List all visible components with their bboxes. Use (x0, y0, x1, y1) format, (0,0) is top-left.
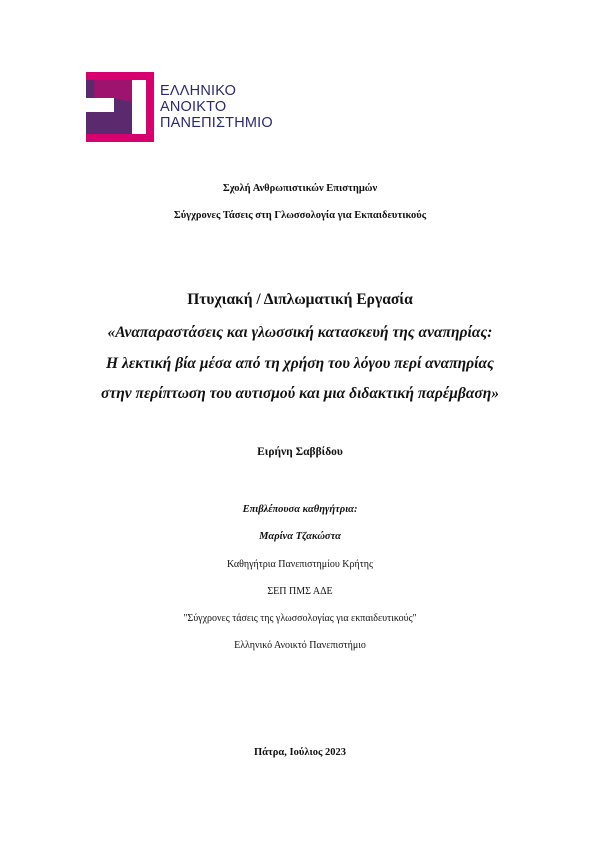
thesis-title-line-2: Η λεκτική βία μέσα από τη χρήση του λόγου περί αναπηρίας (106, 355, 494, 372)
place-date: Πάτρα, Ιούλιος 2023 (253, 747, 347, 758)
logo-line-3: ΠΑΝΕΠΙΣΤΗΜΙΟ (160, 115, 273, 131)
university-logo (86, 72, 286, 142)
course-name: "Σύγχρονες τάσεις της γλωσσολογίας για εκπαιδευτικούς" (183, 613, 417, 624)
logo-emblem-icon (86, 72, 154, 142)
logo-line-1: ΕΛΛΗΝΙΚΟ (160, 83, 237, 99)
university-name: Ελληνικό Ανοικτό Πανεπιστήμιο (234, 640, 366, 651)
logo-line-2: ΑΝΟΙΚΤΟ (160, 99, 227, 115)
supervisor-name: Μαρίνα Τζακώστα (259, 531, 341, 542)
thesis-type: Πτυχιακή / Διπλωματική Εργασία (187, 291, 413, 308)
program-name: Σύγχρονες Τάσεις στη Γλωσσολογία για Εκπαιδευτικούς (173, 210, 427, 221)
thesis-title-line-3: στην περίπτωση του αυτισμού και μια διδακτική παρέμβαση» (100, 385, 500, 402)
thesis-title-line-1: «Αναπαραστάσεις και γλωσσική κατασκευή της αναπηρίας: (107, 324, 493, 341)
supervisor-label: Επιβλέπουσα καθηγήτρια: (242, 504, 358, 515)
author-name: Ειρήνη Σαββίδου (257, 446, 343, 458)
school-name: Σχολή Ανθρωπιστικών Επιστημών (222, 183, 378, 194)
logo-wordmark (160, 83, 273, 131)
supervisor-position: Καθηγήτρια Πανεπιστημίου Κρήτης (227, 559, 373, 570)
supervisor-unit: ΣΕΠ ΠΜΣ ΑΔΕ (267, 586, 333, 597)
